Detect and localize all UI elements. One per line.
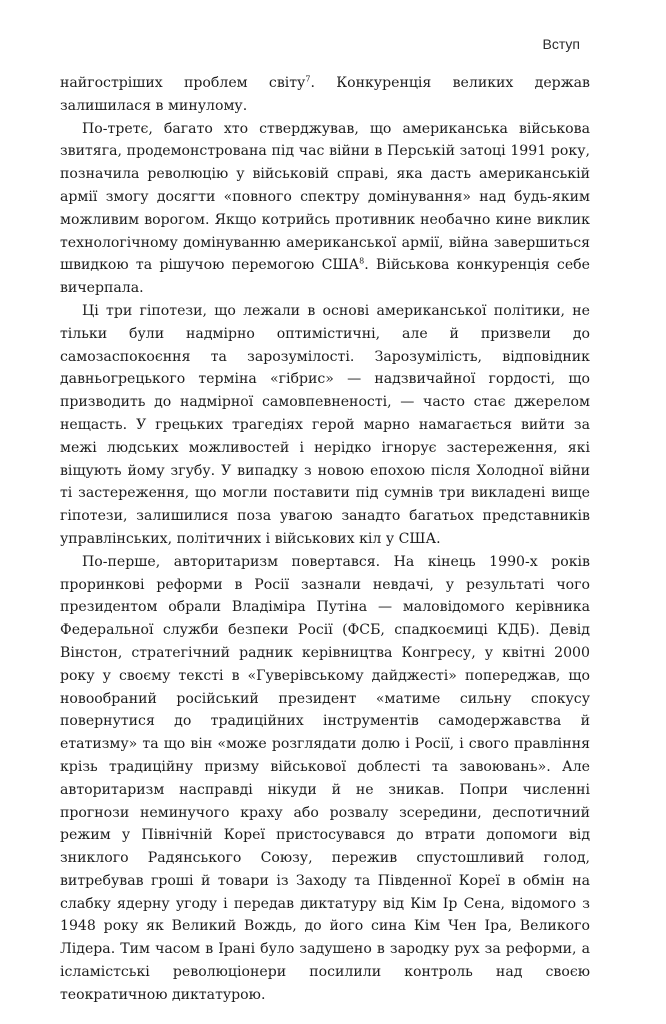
running-head: Вступ xyxy=(542,36,580,52)
paragraph-text: Ці три гіпотези, що лежали в основі американської політики, не тільки були надмірно оптимістичні, але й призвели до самозаспокоєння та зарозумілості. Зарозумілість, відповідник давньогрецького терміна «гібрис» — надзвичайної гордості, що призводить до надмірної самовпевненості, — часто стає джерелом нещасть. У грецьких трагедіях герой марно намагається вийти за межі людських можливостей і нерідко ігнорує застереження, які віщують йому згубу. У випадку з новою епохою після Холодної війни ті застереження, що могли поставити під сумнів три викладені вище гіпотези, залишилися поза увагою занадто багатьох представників управлінських, політичних і військових кіл у США. xyxy=(60,302,590,547)
body-text xyxy=(60,72,590,1007)
footnote-ref-7[interactable]: 7 xyxy=(305,74,311,84)
paragraph-text: найгостріших проблем світу xyxy=(60,75,306,91)
paragraph-4 xyxy=(60,551,590,1007)
paragraph-3 xyxy=(60,300,590,551)
paragraph-1 xyxy=(60,72,590,118)
paragraph-text-after: . Військова конкуренція себе вичерпала. xyxy=(60,257,590,297)
paragraph-2 xyxy=(60,118,590,300)
paragraph-text: По-перше, авторитаризм повертався. На кінець 1990-х років проринкові реформи в Росії зазнали невдачі, у результаті чого президентом обрали Владіміра Путіна — маловідомого керівника Федеральної служби безпеки Росії (ФСБ, спадкоємиці КДБ). Девід Вінстон, стратегічний радник керівництва Конгресу, у квітні 2000 року у своєму тексті в «Гуверівському дайджесті» попереджав, що новообраний російський президент «матиме сильну спокусу повернутися до традиційних інструментів самодержавства й етатизму» та що він «може розглядати долю і Росії, і свого правління крізь традиційну призму військової доблесті та завоювань». Але авторитаризм насправді нікуди й не зникав. Попри численні прогнози неминучого краху або розвалу зсередини, деспотичний режим у Північній Кореї пристосувався до втрати допомоги від зниклого Радянського Союзу, пережив спустошливий голод, витребував гроші й товари із Заходу та Південної Кореї в обмін на слабку ядерну угоду і передав диктатуру від Кім Ір Сена, відомого з 1948 року як Великий Вождь, до його сина Кім Чен Іра, Великого Лідера. Тим часом в Ірані було задушено в зародку рух за реформи, а ісламістські революціонери посилили контроль над своєю теократичною диктатурою. xyxy=(60,553,590,1003)
paragraph-text-after: . Конкуренція великих держав залишилася в минулому. xyxy=(60,75,590,114)
footnote-ref-8[interactable]: 8 xyxy=(359,256,365,266)
paragraph-text: По-третє, багато хто стверджував, що американська військова звитяга, продемонстрована під час війни в Перській затоці 1991 року, позначила революцію у військовій справі, яка дасть американській армії змогу досягти «повного спектру домінування» над будь-яким можливим ворогом. Якщо котрийсь противник необачно кине виклик технологічному домінуванню американської армії, війна завершиться швидкою та рішучою перемогою США xyxy=(60,120,590,274)
